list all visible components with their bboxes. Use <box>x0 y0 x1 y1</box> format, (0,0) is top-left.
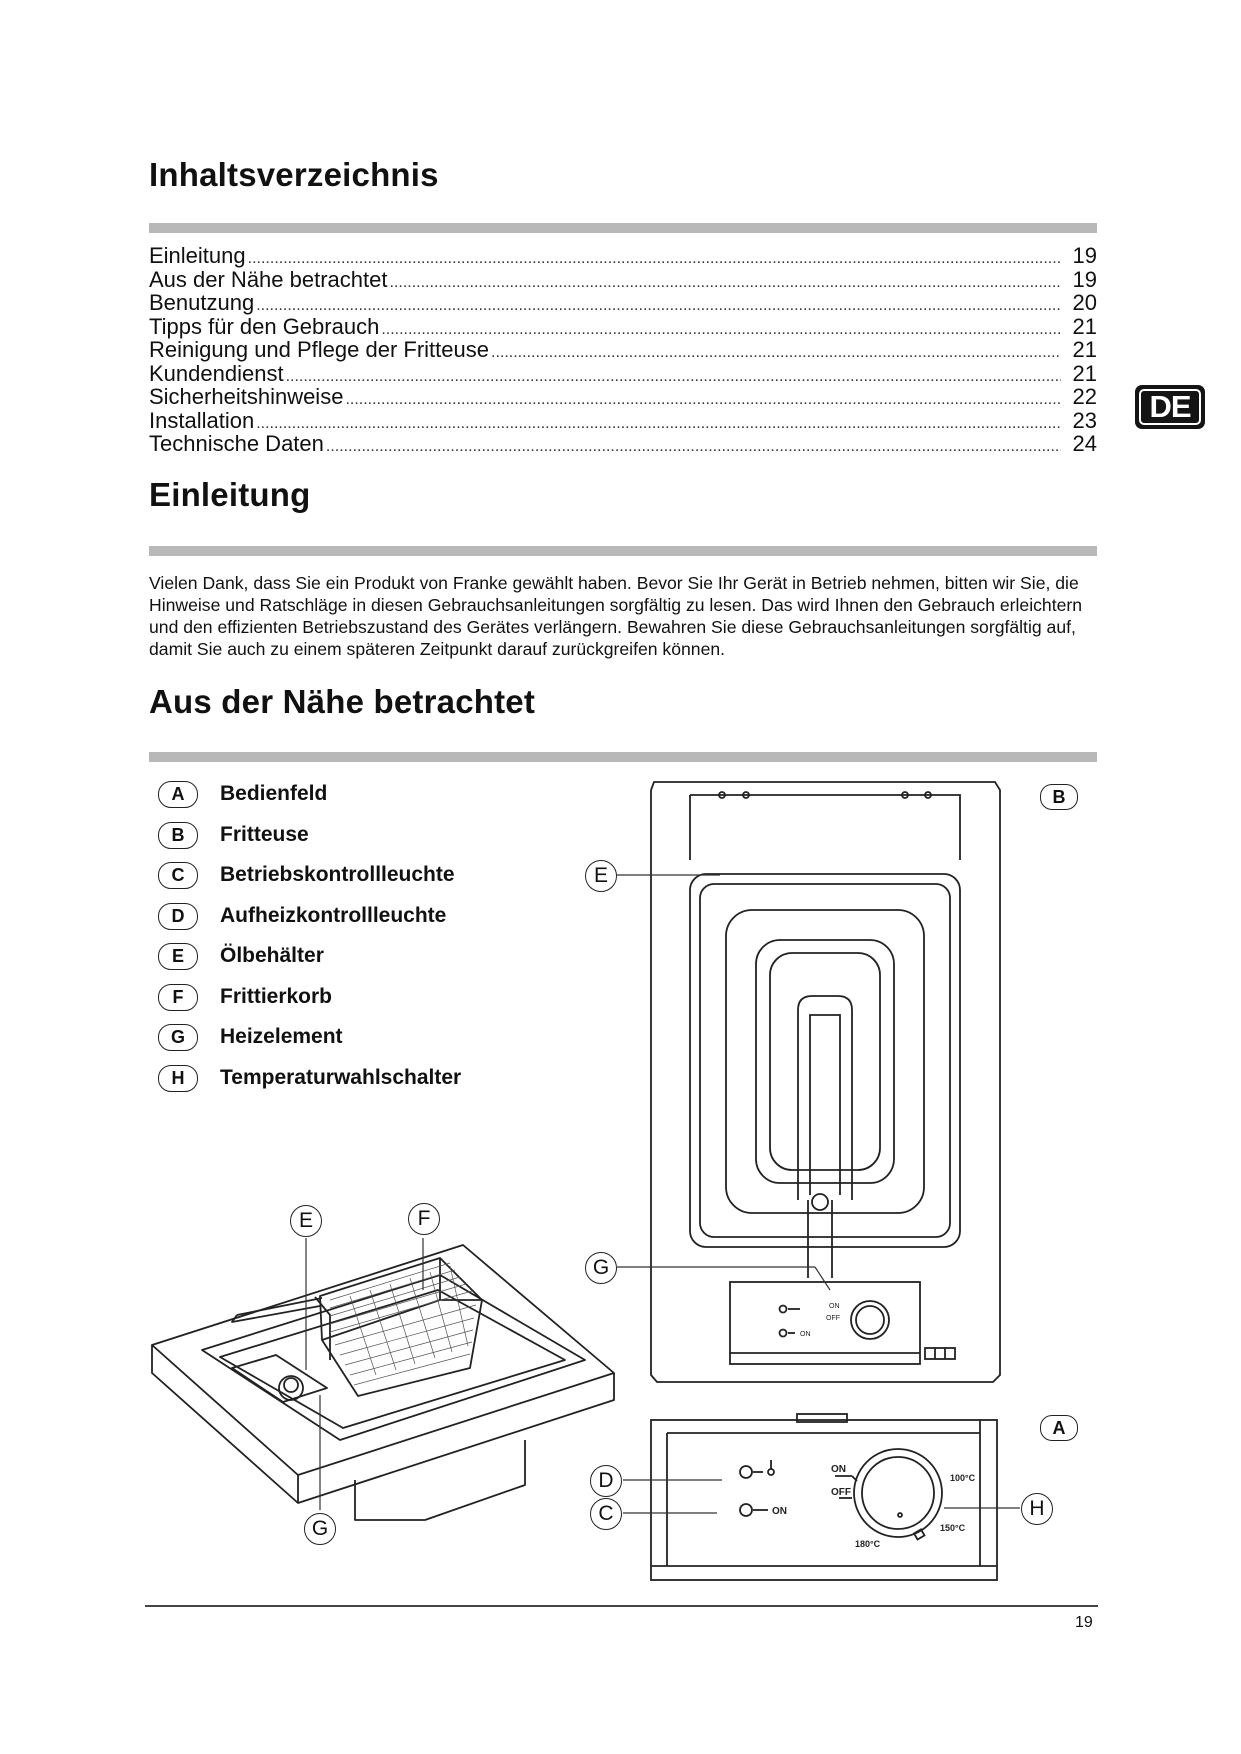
legend-letter-badge: A <box>158 781 198 808</box>
language-badge: DE <box>1135 385 1205 429</box>
dial-off-label: OFF <box>826 1315 840 1322</box>
legend-letter-badge: E <box>158 943 198 970</box>
toc-entry-title: Reinigung und Pflege der Fritteuse <box>149 337 489 362</box>
panel-on-label: ON <box>831 1464 846 1475</box>
toc-entry-page: 21 <box>1072 360 1097 386</box>
toc-entry-page: 21 <box>1072 337 1097 362</box>
page-number: 19 <box>1075 1614 1093 1631</box>
callout-c: C <box>590 1498 622 1530</box>
toc-entry-page: 21 <box>1072 313 1097 339</box>
callout-d: D <box>590 1465 622 1497</box>
toc-entry-title: Sicherheitshinweise <box>149 384 344 409</box>
intro-heading: Einleitung <box>149 476 311 513</box>
temp-100-label: 100°C <box>950 1473 976 1483</box>
legend-letter-badge: H <box>158 1065 198 1092</box>
toc-entry-title: Aus der Nähe betrachtet <box>149 266 388 292</box>
legend-label: Fritteuse <box>220 822 309 846</box>
toc-entry-title: Benutzung <box>149 290 255 315</box>
legend-letter-badge: C <box>158 862 198 889</box>
toc-entry-page: 22 <box>1072 384 1097 409</box>
callout-g-top: G <box>585 1252 617 1284</box>
legend-label: Aufheizkontrollleuchte <box>220 903 447 927</box>
toc-heading: Inhaltsverzeichnis <box>149 156 439 193</box>
legend-label: Frittierkorb <box>220 984 333 1008</box>
callout-h: H <box>1021 1493 1053 1525</box>
toc-entry-title: Kundendienst <box>149 360 284 386</box>
callout-f: F <box>408 1203 440 1235</box>
legend-letter-badge: F <box>158 984 198 1011</box>
legend-label: Heizelement <box>220 1025 343 1048</box>
toc-entry-title: Technische Daten <box>149 431 324 456</box>
intro-text: Vielen Dank, dass Sie ein Produkt von Franke gewählt haben. Bevor Sie Ihr Gerät in Betrieb nehmen, bitten wir Sie, die Hinweise und Ratschläge in diesen Gebrauchsanleitungen sorgfältig zu lesen. Das wird Ihnen den Gebrauch erleichtern und den effizienten Betriebszustand des Gerätes verlängern. Bewahren Sie diese Gebrauchsanleitungen sorgfältig auf, damit Sie auch zu einem späteren Zeitpunkt darauf zurückgreifen können. <box>149 573 1083 659</box>
legend-letter-badge: B <box>158 822 198 849</box>
legend-label: Betriebskontrollleuchte <box>220 863 455 886</box>
toc-entry-page: 20 <box>1072 290 1097 315</box>
toc-entry-title: Installation <box>149 407 255 433</box>
callout-g-side: G <box>304 1513 336 1545</box>
temp-180-label: 180°C <box>855 1539 881 1549</box>
toc-entry-page: 23 <box>1072 407 1097 433</box>
callout-e-side: E <box>290 1205 322 1237</box>
legend-label: Bedienfeld <box>220 782 328 805</box>
callout-e-top: E <box>585 860 617 892</box>
dial-on-label: ON <box>829 1303 840 1310</box>
callout-b: B <box>1040 784 1078 810</box>
legend-letter-badge: D <box>158 903 198 930</box>
legend-label: Temperaturwahlschalter <box>220 1065 462 1089</box>
toc-entry-title: Tipps für den Gebrauch <box>149 313 380 339</box>
toc-entry-page: 19 <box>1072 243 1097 268</box>
toc-entry-page: 24 <box>1072 431 1097 456</box>
overview-heading: Aus der Nähe betrachtet <box>149 683 536 720</box>
legend-letter-badge: G <box>158 1024 198 1051</box>
callout-a: A <box>1040 1415 1078 1441</box>
lamp-on-label: ON <box>800 1331 811 1338</box>
legend-label: Ölbehälter <box>220 944 324 967</box>
panel-lamp-on-label: ON <box>772 1506 787 1517</box>
toc-entry-page: 19 <box>1072 266 1097 292</box>
temp-150-label: 150°C <box>940 1523 966 1533</box>
footer-rule <box>145 1605 1098 1607</box>
panel-off-label: OFF <box>831 1487 851 1498</box>
toc-entry-title: Einleitung <box>149 243 246 268</box>
